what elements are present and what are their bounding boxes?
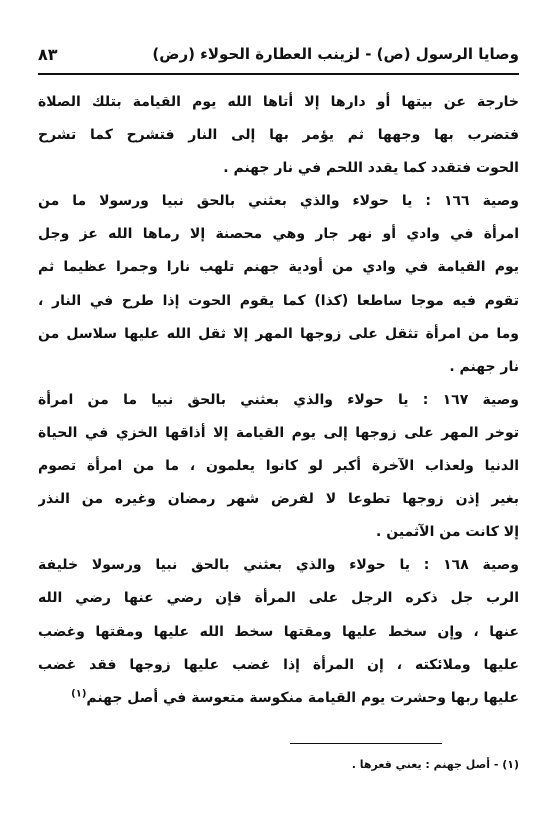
text-line: الدنيا ولعذاب الآخرة أكبر لو كانوا يعلمون ، ما من امرأة تصوم bbox=[38, 458, 519, 475]
footnote: (١) - أصل جهنم : يعني قعرها . bbox=[351, 758, 519, 771]
text-line: وما من امرأة تثقل على زوجها المهر إلا ثقل الله عليها سلاسل من bbox=[38, 325, 519, 342]
text-line: بغير إذن زوجها تطوعا لا لفرض شهر رمضان وغيره من النذر bbox=[38, 491, 519, 508]
body-text bbox=[38, 86, 519, 715]
text-line: تقوم فيه موجا ساطعا (كذا) كما يقوم الحوت إذا طرح في النار ، bbox=[38, 292, 519, 309]
page-header bbox=[38, 40, 519, 68]
text-line: إلا كانت من الآثمين . bbox=[376, 524, 519, 541]
text-line: امرأة في وادي أو نهر جار وهي محصنة إلا رماها الله عز وجل bbox=[38, 226, 519, 243]
text-line: وصية ١٦٨ : يا حولاء والذي بعثني بالحق نبيا ورسولا خليفة bbox=[38, 557, 519, 574]
text-line: عليها وملائكته ، إن المرأة إذا غضب عليها زوجها فقد غضب bbox=[38, 656, 519, 673]
text-line: يوم القيامة في وادي من أودية جهنم تلهب نارا وجمرا عظيما ثم bbox=[38, 259, 519, 276]
text-line: وصية ١٦٧ : يا حولاء والذي بعثني بالحق نبيا ما من امرأة bbox=[38, 391, 519, 408]
footnote-marker: (١) bbox=[71, 688, 87, 700]
text-line-with-note bbox=[38, 682, 519, 715]
running-title: وصايا الرسول (ص) - لزينب العطارة الحولاء (رض) bbox=[152, 45, 519, 63]
text-line-content: عليها ربها وحشرت يوم القيامة منكوسة متعوسة في أصل جهنم bbox=[86, 689, 519, 706]
header-rule bbox=[38, 73, 519, 75]
text-line: فتضرب بها وجهها ثم يؤمر بها إلى النار فتشرح كما تشرح bbox=[38, 127, 519, 144]
footnote-rule bbox=[290, 743, 442, 744]
text-line: خارجة عن بيتها أو دارها إلا أتاها الله يوم القيامة بتلك الصلاة bbox=[38, 94, 519, 110]
text-line: عنها ، وإن سخط عليها ومقتها سخط الله عليها ومقتها وغضب bbox=[38, 623, 519, 640]
text-line: نار جهنم . bbox=[449, 358, 519, 375]
text-line: وصية ١٦٦ : يا حولاء والذي بعثني بالحق نبيا ورسولا ما من bbox=[38, 193, 519, 210]
page-number: ٨٣ bbox=[38, 44, 58, 64]
text-line: توخر المهر على زوجها إلى يوم القيامة إلا أذاقها الخزي في الحياة bbox=[38, 424, 519, 441]
text-line: الحوت فتقدد كما يقدد اللحم في نار جهنم . bbox=[223, 160, 519, 177]
text-line: الرب جل ذكره الرجل على المرأة فإن رضي عنها رضي الله bbox=[38, 590, 519, 607]
